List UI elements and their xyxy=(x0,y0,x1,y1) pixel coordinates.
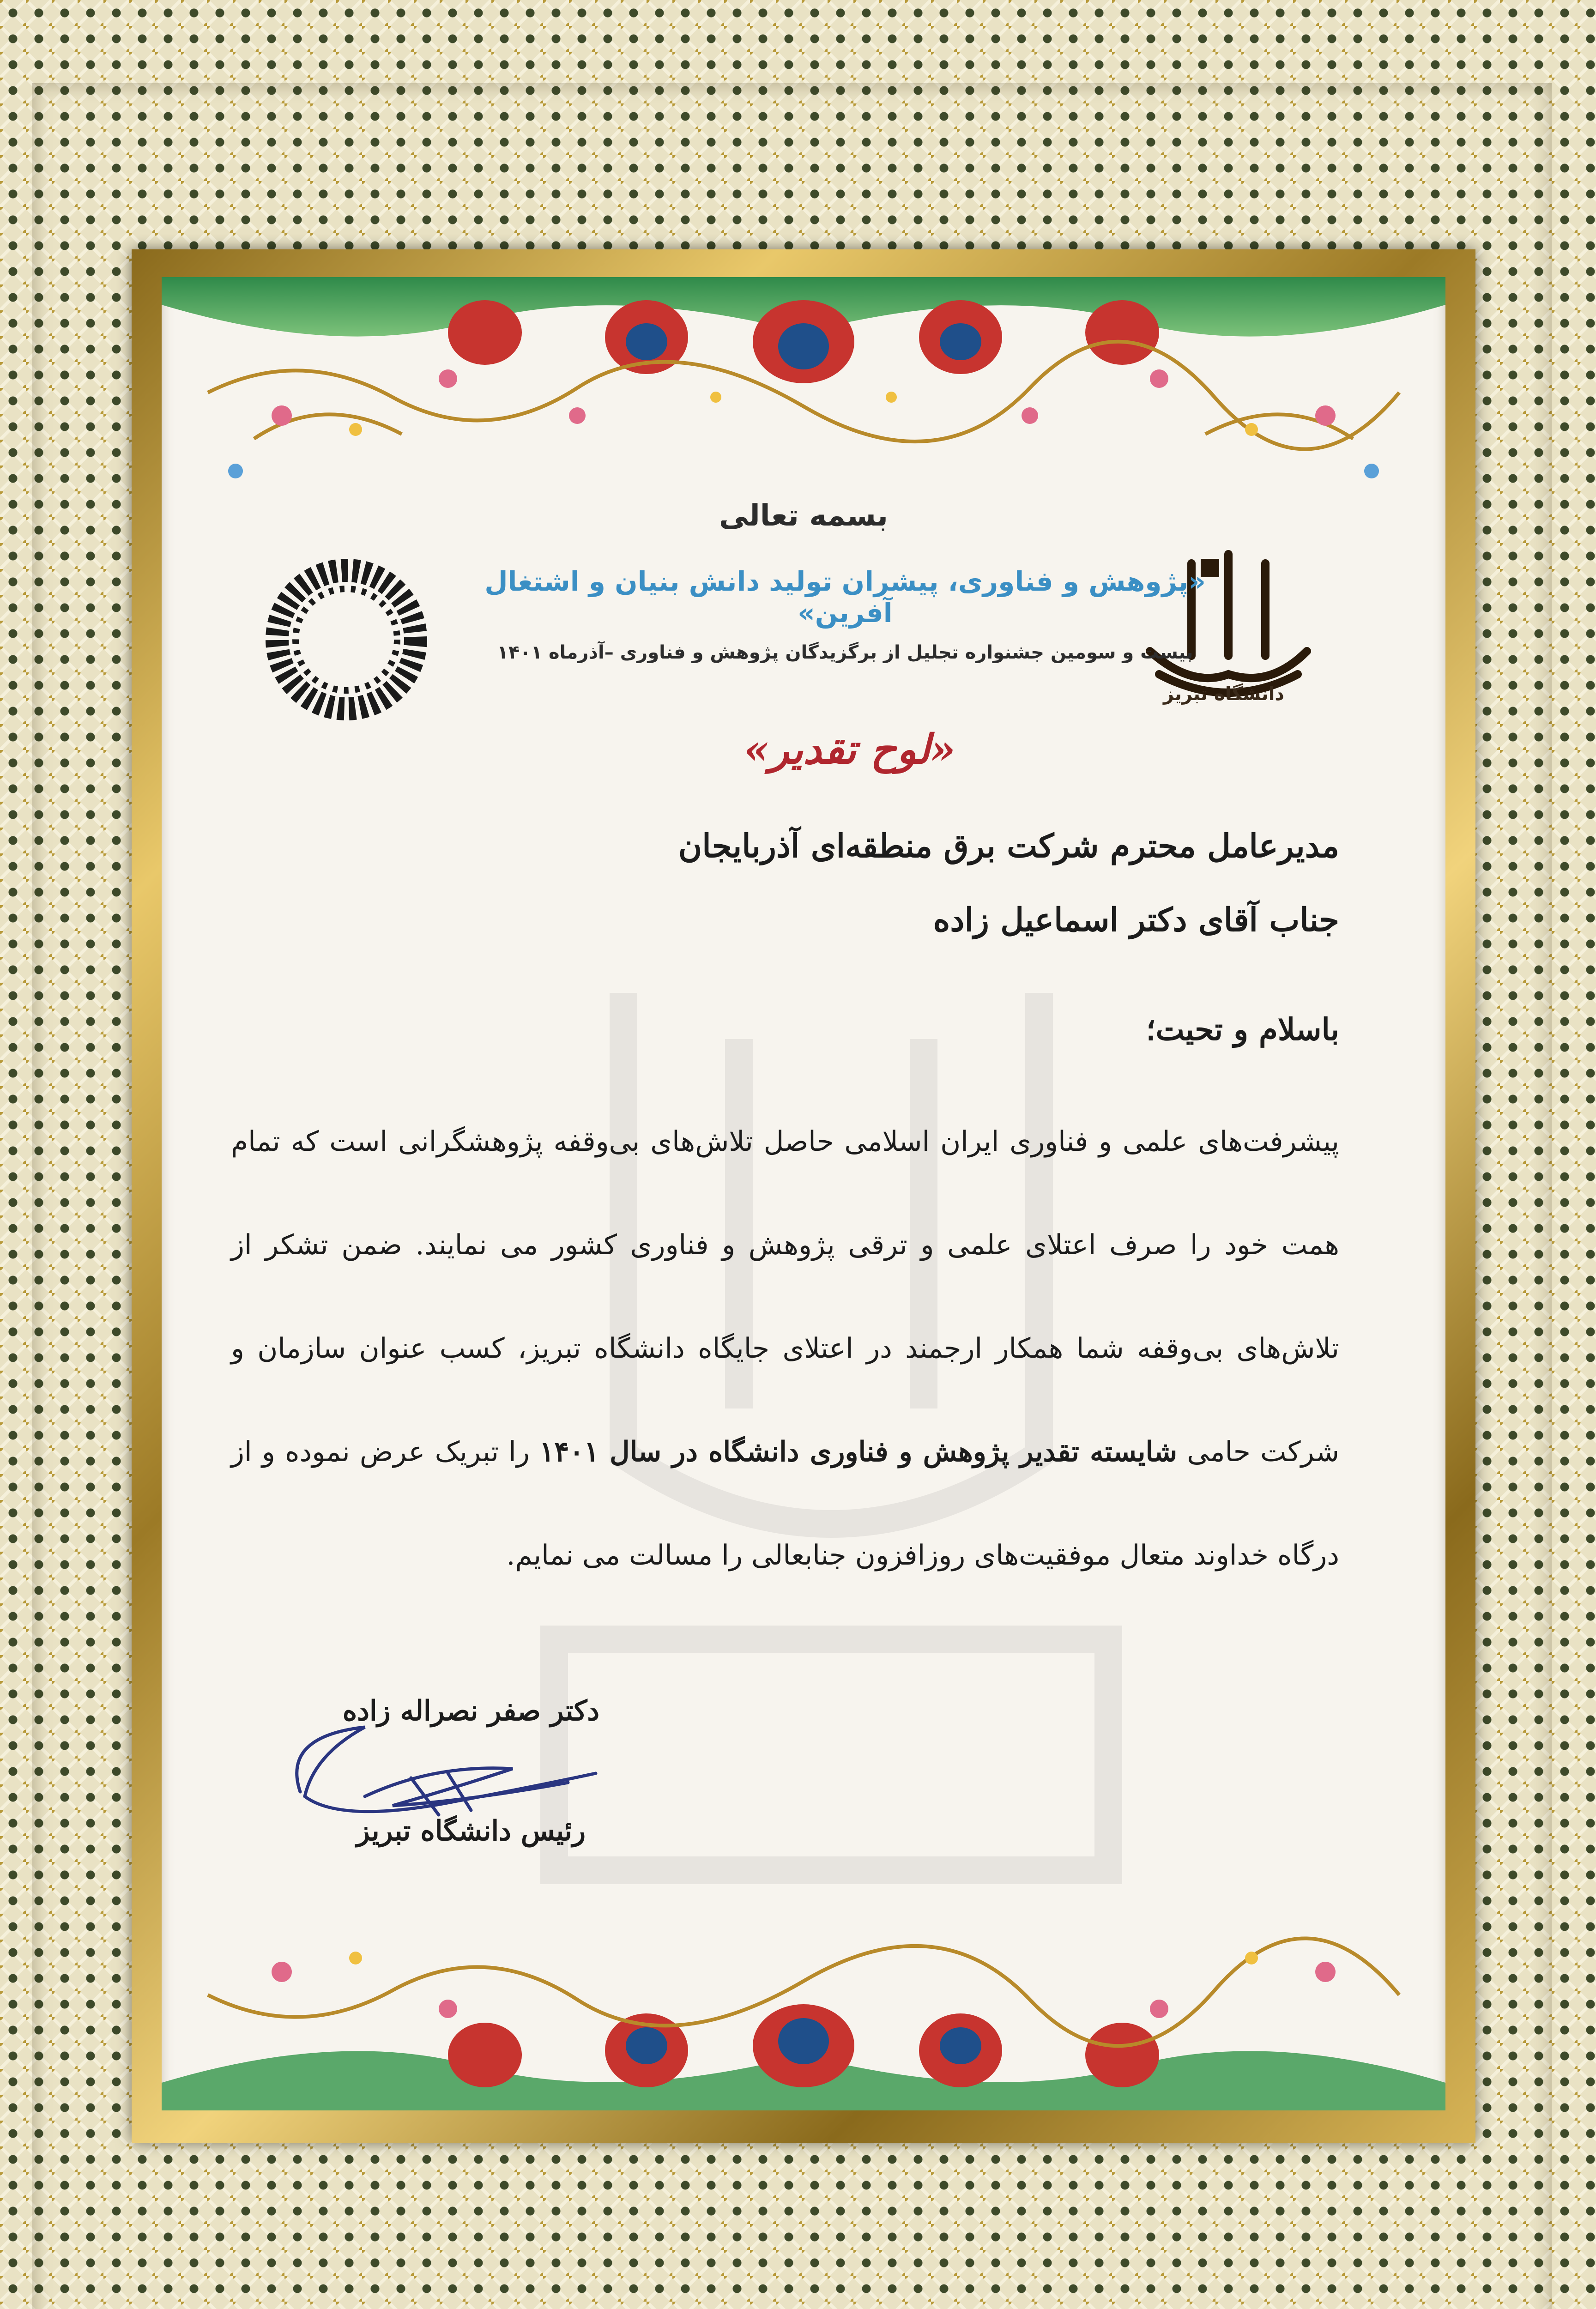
greeting: باسلام و تحیت؛ xyxy=(1146,1011,1339,1047)
top-ornament xyxy=(162,277,1445,526)
festival-title: «پژوهش و فناوری، پیشران تولید دانش بنیان و اشتغال آفرین» xyxy=(484,566,1206,629)
body-text-bold: شایسته تقدیر پژوهش و فناوری دانشگاه در سال ۱۴۰۱ xyxy=(539,1436,1178,1468)
basmala-heading: بسمه تعالی xyxy=(719,499,889,533)
signer-name: دکتر صفر نصراله زاده xyxy=(342,1695,600,1727)
body-text-part1: پیشرفت‌های علمی و فناوری ایران اسلامی حاصل تلاش‌های بی‌وقفه پژوهشگرانی است که تمام همت خود را صرف اعتلای علمی و ترقی پژوهش و فناوری کشور می نمایند. ضمن تشکر از تلاش‌های بی‌وقفه شما همکار ارجمند در اعتلای جایگاه دانشگاه تبریز، کسب عنوان سازمان و شرکت حامی xyxy=(231,1125,1339,1468)
body-text-part2: را تبریک عرض نموده و از درگاه خداوند متعال موفقیت‌های روزافزون جنابعالی را مسالت می نمایم. xyxy=(231,1436,1339,1572)
certificate-title: «لوح تقدیر» xyxy=(744,725,955,773)
festival-subtitle: بیست و سومین جشنواره تجلیل از برگزیدگان پژوهش و فناوری –آذرماه ۱۴۰۱ xyxy=(497,642,1193,663)
recipient-name: جناب آقای دکتر اسماعیل زاده xyxy=(933,901,1339,939)
spiral-ring-logo-icon xyxy=(254,547,439,732)
certificate-paper xyxy=(162,277,1445,2110)
certificate-body xyxy=(231,1090,1339,1607)
university-logo-text: دانشگاه تبریز xyxy=(1163,683,1284,705)
recipient-position: مدیرعامل محترم شرکت برق منطقه‌ای آذربایجان xyxy=(678,827,1339,865)
signer-title: رئیس دانشگاه تبریز xyxy=(356,1815,586,1847)
